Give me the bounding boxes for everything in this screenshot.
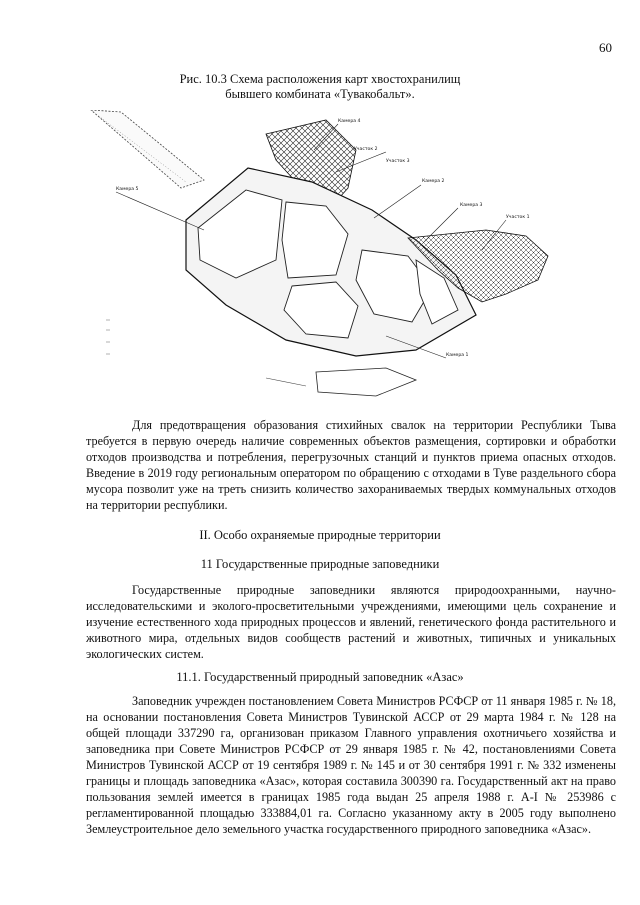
label-u3: Участок 3 — [386, 159, 410, 164]
label-k2: Камера 2 — [422, 179, 445, 184]
tailings-map-figure — [86, 110, 566, 410]
road-upper-left — [91, 110, 204, 188]
label-k3: Камера 3 — [460, 203, 483, 208]
page-number: 60 — [599, 40, 612, 55]
section-heading-protected-areas: II. Особо охраняемые природные территории — [199, 528, 441, 542]
caption-line-1: Рис. 10.3 Схема расположения карт хвостохранилищ — [179, 72, 461, 86]
label-u2: Участок 2 — [354, 147, 378, 152]
section-heading-azas: 11.1. Государственный природный заповедник «Азас» — [176, 670, 464, 684]
bottom-structure — [316, 368, 416, 396]
label-u1: Участок 1 — [506, 215, 530, 220]
label-k1: Камера 1 — [446, 353, 469, 358]
label-k5: Камера 5 — [116, 187, 139, 192]
label-k4: Камера 4 — [338, 119, 361, 124]
caption-line-2: бывшего комбината «Тувакобальт». — [225, 87, 415, 101]
section-heading-state-reserves: 11 Государственные природные заповедники — [200, 557, 440, 571]
paragraph-waste-management: Для предотвращения образования стихийных свалок на территории Республики Тыва требуется в первую очередь наличие современных объектов размещения, сортировки и обработки отходов производства и потребления, перегрузочных станций и пунктов приема опасных отходов. Введение в 2019 году региональным оператором по обращению с отходами в Туве раздельного сбора мусора позволит уже на треть снизить количество захораниваемых твердых коммунальных отходов на территории республики. — [86, 418, 616, 512]
paragraph-reserves-definition: Государственные природные заповедники являются природоохранными, научно-исследовательскими и эколого-просветительными учреждениями, имеющими цель сохранение и изучение естественного хода природных процессов и явлений, генетического фонда растительного и животного мира, отдельных видов сообществ растений и животных, типичных и уникальных экологических систем. — [86, 583, 616, 661]
figure-caption — [0, 72, 640, 102]
paragraph-azas-history: Заповедник учрежден постановлением Совета Министров РСФСР от 11 января 1985 г. № 18, на основании постановления Совета Министров Тувинской АССР от 29 марта 1984 г. № 128 на общей площади 337290 га, организован приказом Главного управления охотничьего хозяйства и заповедника при Совете Министров РСФСР от 29 января 1985 г. № 42, постановлениями Совета Министров Тувинской АССР от 19 сентября 1989 г. № 145 и от 30 сентября 1991 г. № 332 изменены границы и площадь заповедника «Азас», которая составила 300390 га. Государственный акт на право пользования землей имеется в границах 1985 года выдан 25 апреля 1988 г. А-I № 253986 с регламентированной площадью 333884,01 га. Согласно указанному акту в 2005 году выполнено Землеустроительное дело земельного участка государственного природного заповедника «Азас». — [86, 694, 616, 836]
